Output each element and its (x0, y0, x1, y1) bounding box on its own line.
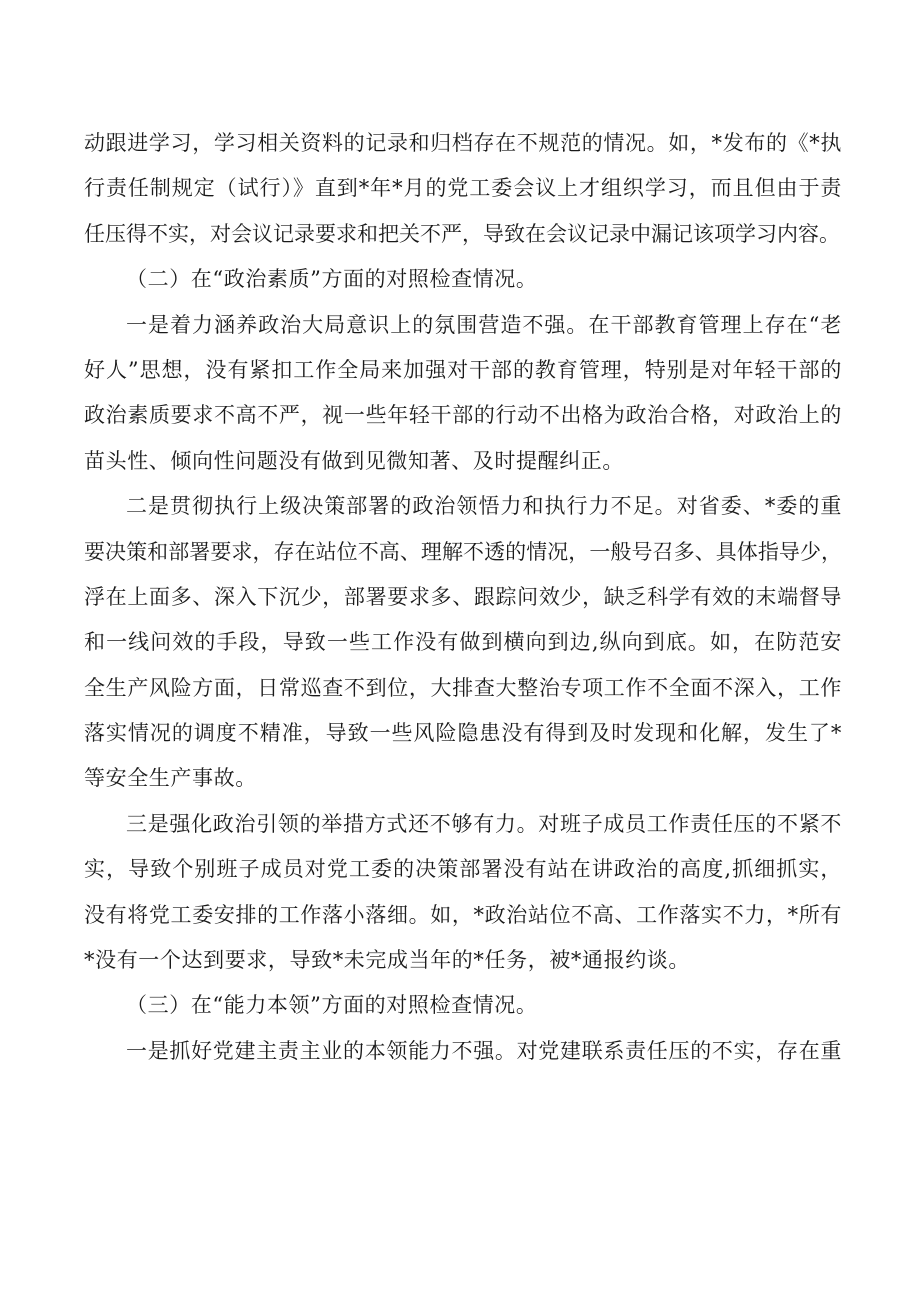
text-line: 动跟进学习，学习相关资料的记录和归档存在不规范的情况。如，*发布的《*执 (84, 131, 842, 155)
text-line: 任压得不实，对会议记录要求和把关不严，导致在会议记录中漏记该项学习内容。 (84, 221, 840, 246)
paragraph-item-three (84, 802, 842, 984)
text-line: 一是着力涵养政治大局意识上的氛围营造不强。在干部教育管理上存在“老 (126, 312, 842, 337)
text-line: 二是贯彻执行上级决策部署的政治领悟力和执行力不足。对省委、*委的重 (126, 494, 842, 519)
text-line: 浮在上面多、深入下沉少，部署要求多、跟踪问效少，缺乏科学有效的末端督导 (84, 584, 842, 609)
text-line: 等安全生产事故。 (84, 766, 257, 791)
section-heading-ability (84, 983, 842, 1028)
text-line: 要决策和部署要求，存在站位不高、理解不透的情况，一般号召多、具体指导少， (84, 539, 842, 564)
paragraph-item-one (84, 303, 842, 485)
text-line: 行责任制规定（试行）》直到*年*月的党工委会议上才组织学习，而且但由于责 (84, 176, 842, 201)
section-heading-text: （二）在“政治素质”方面的对照检查情况。 (126, 267, 538, 292)
text-line: 全生产风险方面，日常巡查不到位，大排查大整治专项工作不全面不深入，工作 (84, 675, 842, 700)
text-line: 落实情况的调度不精准，导致一些风险隐患没有得到及时发现和化解，发生了* (84, 721, 842, 746)
text-line: 苗头性、倾向性问题没有做到见微知著、及时提醒纠正。 (84, 448, 624, 473)
paragraph-ability-item-one (84, 1029, 842, 1074)
text-line: 三是强化政治引领的举措方式还不够有力。对班子成员工作责任压的不紧不 (126, 811, 842, 836)
text-line: 没有将党工委安排的工作落小落细。如，*政治站位不高、工作落实不力，*所有 (84, 902, 842, 927)
text-line: 实，导致个别班子成员对党工委的决策部署没有站在讲政治的高度,抓细抓实， (84, 857, 842, 882)
section-heading-text: （三）在“能力本领”方面的对照检查情况。 (126, 993, 538, 1018)
document-page (84, 121, 842, 1074)
text-line: 和一线问效的手段，导致一些工作没有做到横向到边,纵向到底。如，在防范安 (84, 630, 842, 655)
text-line: 政治素质要求不高不严，视一些年轻干部的行动不出格为政治合格，对政治上的 (84, 403, 842, 428)
section-heading-political-quality (84, 257, 842, 302)
text-line: *没有一个达到要求，导致*未完成当年的*任务，被*通报约谈。 (84, 948, 690, 973)
text-line: 一是抓好党建主责主业的本领能力不强。对党建联系责任压的不实，存在重 (126, 1038, 842, 1063)
paragraph-item-two (84, 484, 842, 802)
paragraph-continuation (84, 121, 842, 257)
text-line: 好人”思想，没有紧扣工作全局来加强对干部的教育管理，特别是对年轻干部的 (84, 357, 842, 382)
